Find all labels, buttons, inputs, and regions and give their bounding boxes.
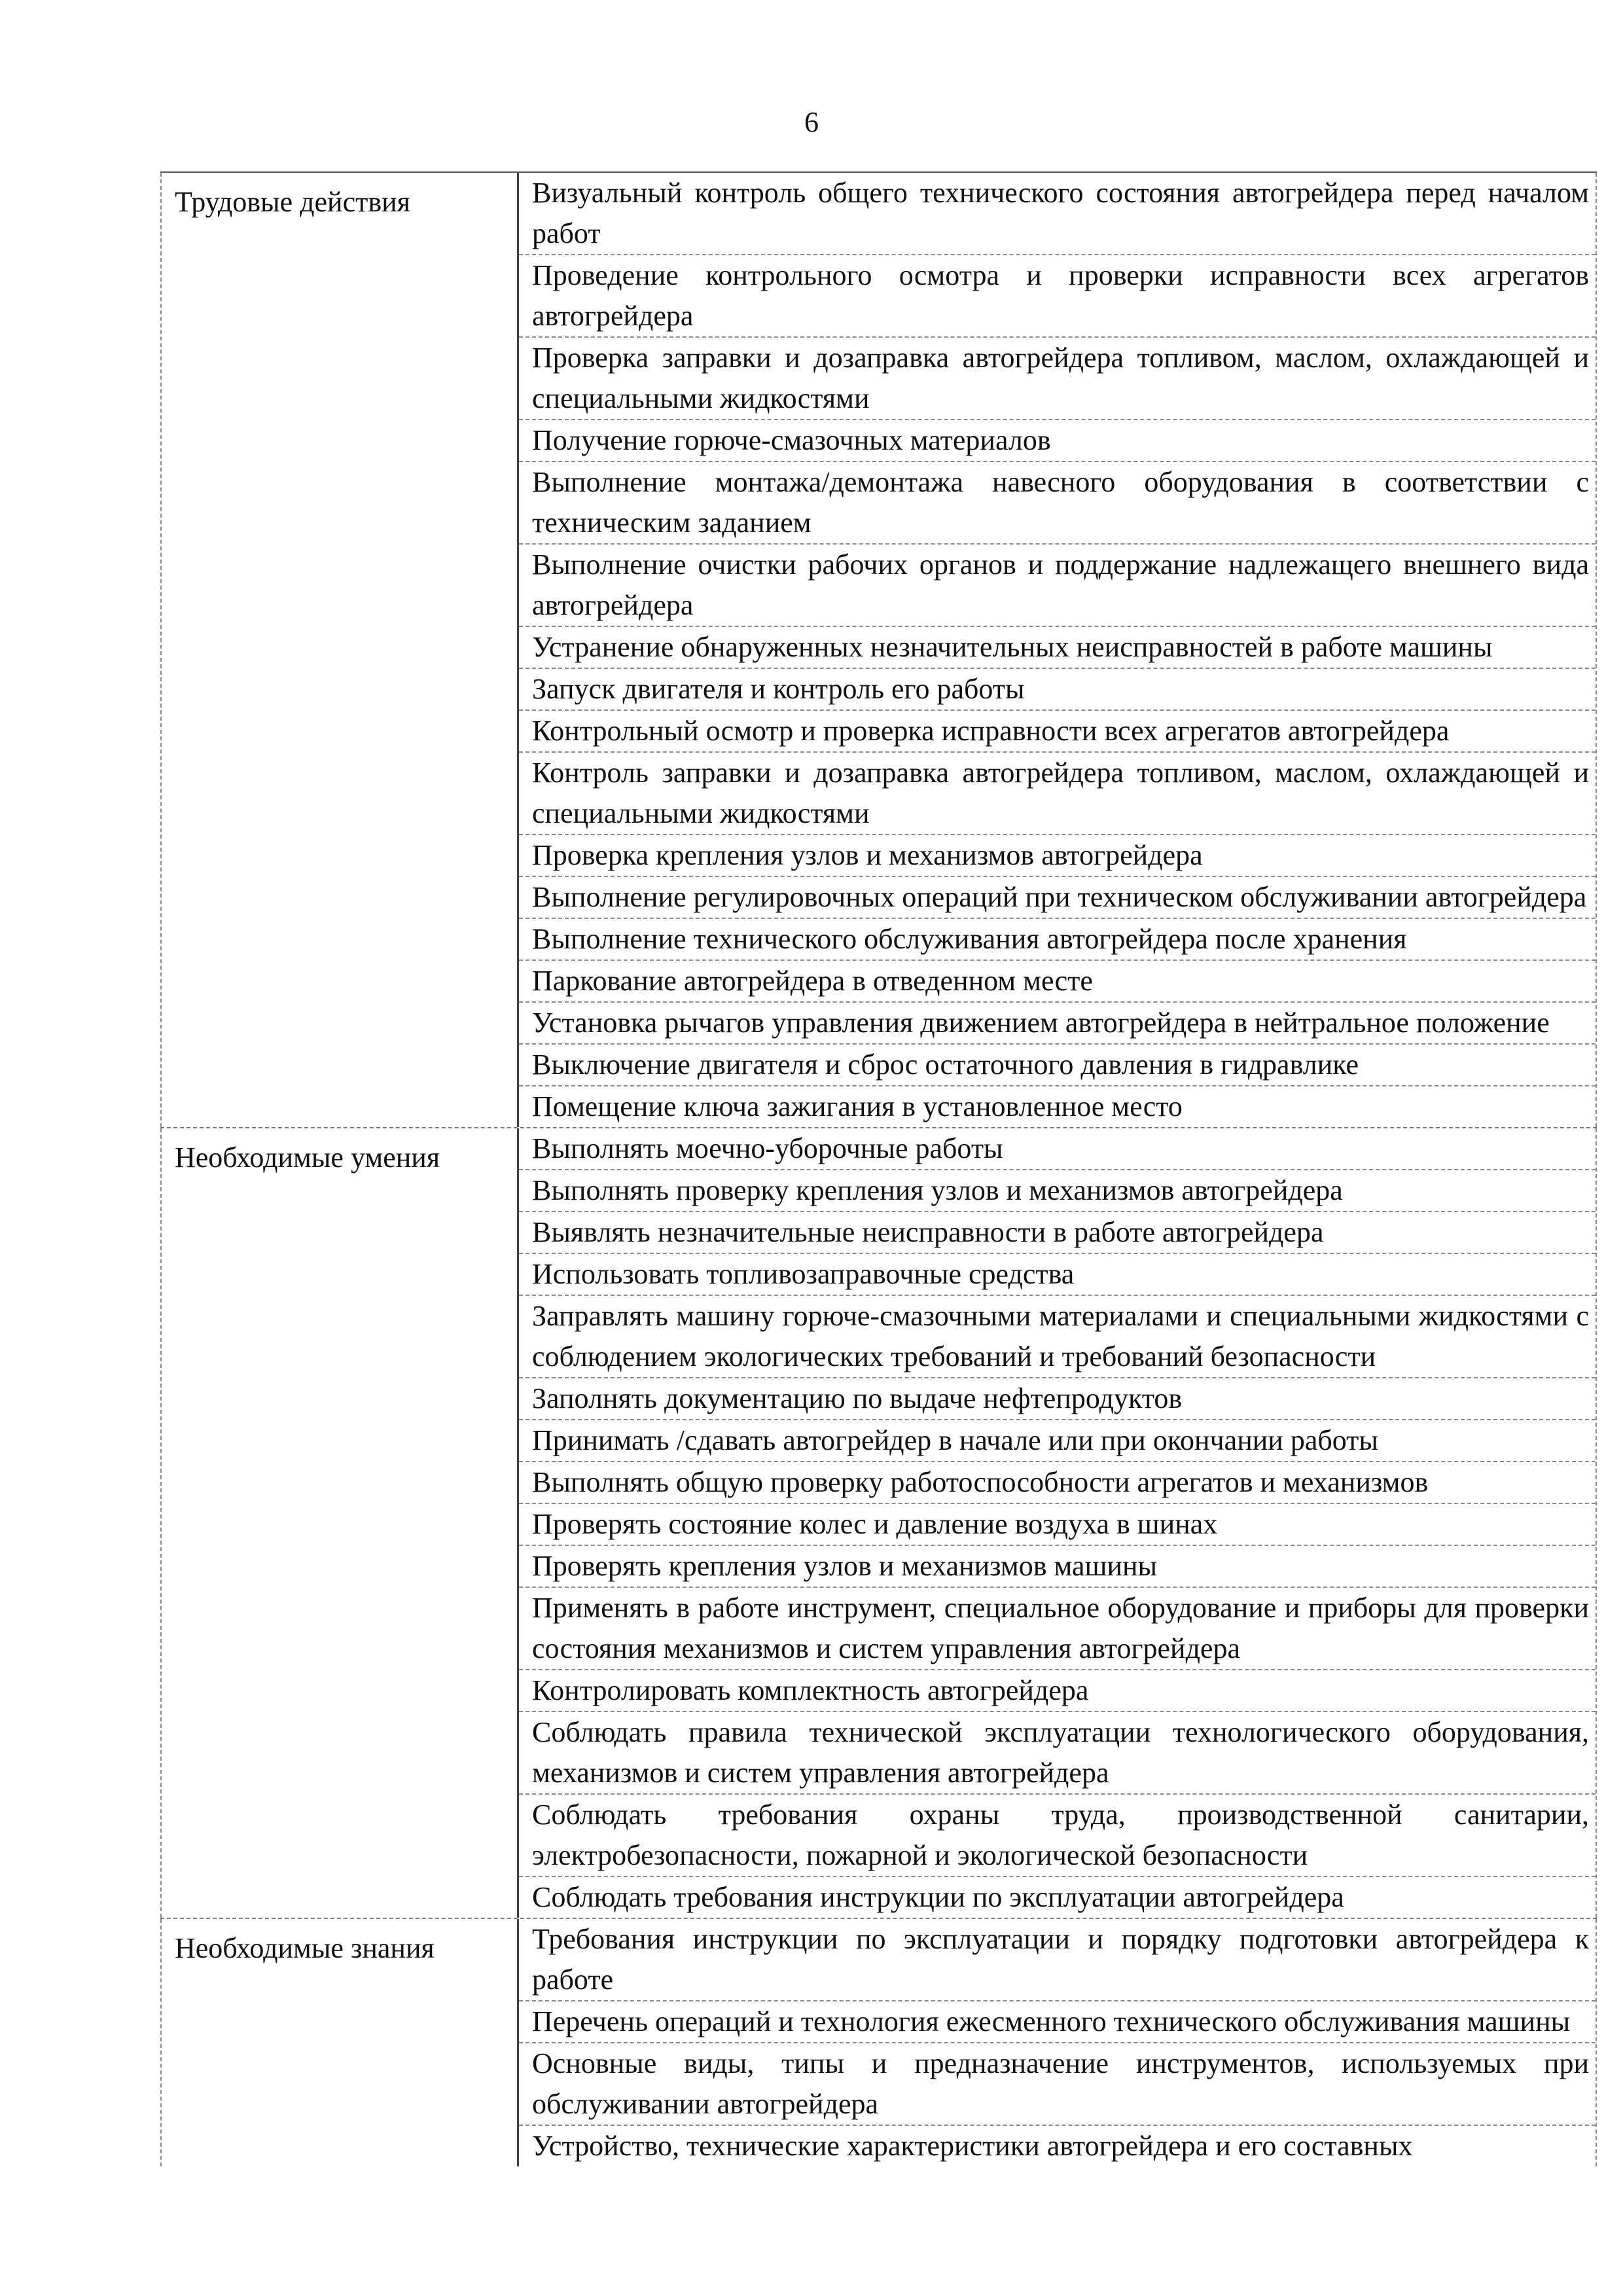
table-row: Выключение двигателя и сброс остаточного давления в гидравлике [519, 1045, 1596, 1086]
table-row: Заполнять документацию по выдаче нефтепродуктов [519, 1378, 1596, 1420]
table-row: Использовать топливозаправочные средства [519, 1254, 1596, 1296]
table-row: Основные виды, типы и предназначение инструментов, используемых при обслуживании автогрейдера [519, 2043, 1596, 2126]
table-row: Проверка заправки и дозаправка автогрейдера топливом, маслом, охлаждающей и специальными жидкостями [519, 338, 1596, 420]
table-row: Устранение обнаруженных незначительных неисправностей в работе машины [519, 627, 1596, 669]
table-section [160, 1127, 1597, 1918]
table-row: Проверять крепления узлов и механизмов машины [519, 1546, 1596, 1588]
table-row: Требования инструкции по эксплуатации и порядку подготовки автогрейдера к работе [519, 1919, 1596, 2001]
section-rows [519, 1919, 1597, 2166]
section-label: Необходимые умения [160, 1128, 519, 1918]
table-row: Получение горюче-смазочных материалов [519, 420, 1596, 462]
table-row: Применять в работе инструмент, специальное оборудование и приборы для проверки состояния механизмов и систем управления автогрейдера [519, 1588, 1596, 1670]
table-row: Визуальный контроль общего технического состояния автогрейдера перед началом работ [519, 173, 1596, 255]
table-row: Перечень операций и технология ежесменного технического обслуживания машины [519, 2001, 1596, 2043]
table-row: Помещение ключа зажигания в установленное место [532, 1090, 1183, 1122]
table-row: Паркование автогрейдера в отведенном месте [519, 961, 1596, 1003]
table-row: Выполнять моечно-уборочные работы [519, 1128, 1596, 1170]
competency-table [160, 171, 1597, 2166]
table-row: Выполнение технического обслуживания автогрейдера после хранения [519, 919, 1596, 961]
section-label: Необходимые знания [160, 1919, 519, 2166]
table-row: Выполнение регулировочных операций при техническом обслуживании автогрейдера [519, 877, 1596, 919]
table-row: Устройство, технические характеристики автогрейдера и его составных [532, 2130, 1413, 2162]
section-label: Трудовые действия [160, 173, 519, 1127]
table-section [160, 1918, 1597, 2166]
table-row: Контрольный осмотр и проверка исправности всех агрегатов автогрейдера [519, 711, 1596, 753]
table-row: Выявлять незначительные неисправности в работе автогрейдера [519, 1212, 1596, 1254]
table-section [160, 171, 1597, 1127]
table-row: Принимать /сдавать автогрейдер в начале или при окончании работы [519, 1420, 1596, 1462]
table-row: Проверка крепления узлов и механизмов автогрейдера [519, 835, 1596, 877]
table-row: Проверять состояние колес и давление воздуха в шинах [519, 1504, 1596, 1546]
table-row: Выполнять проверку крепления узлов и механизмов автогрейдера [519, 1170, 1596, 1212]
table-row: Выполнение очистки рабочих органов и поддержание надлежащего внешнего вида автогрейдера [519, 545, 1596, 627]
table-row: Соблюдать требования инструкции по эксплуатации автогрейдера [532, 1881, 1344, 1913]
table-row: Контролировать комплектность автогрейдера [519, 1670, 1596, 1712]
table-row: Выполнять общую проверку работоспособности агрегатов и механизмов [519, 1462, 1596, 1504]
page-number: 6 [804, 106, 819, 138]
table-row: Заправлять машину горюче-смазочными материалами и специальными жидкостями с соблюдением экологических требований и требований безопасности [519, 1296, 1596, 1378]
table-row: Выполнение монтажа/демонтажа навесного оборудования в соответствии с техническим заданием [519, 462, 1596, 545]
table-row: Соблюдать правила технической эксплуатации технологического оборудования, механизмов и систем управления автогрейдера [519, 1712, 1596, 1795]
table-row: Установка рычагов управления движением автогрейдера в нейтральное положение [519, 1003, 1596, 1045]
table-row: Контроль заправки и дозаправка автогрейдера топливом, маслом, охлаждающей и специальными жидкостями [519, 753, 1596, 835]
section-rows [519, 173, 1597, 1127]
table-row: Запуск двигателя и контроль его работы [519, 669, 1596, 711]
table-row: Проведение контрольного осмотра и проверки исправности всех агрегатов автогрейдера [519, 255, 1596, 338]
section-rows [519, 1128, 1597, 1918]
table-row: Соблюдать требования охраны труда, производственной санитарии, электробезопасности, пожарной и экологической безопасности [519, 1795, 1596, 1877]
